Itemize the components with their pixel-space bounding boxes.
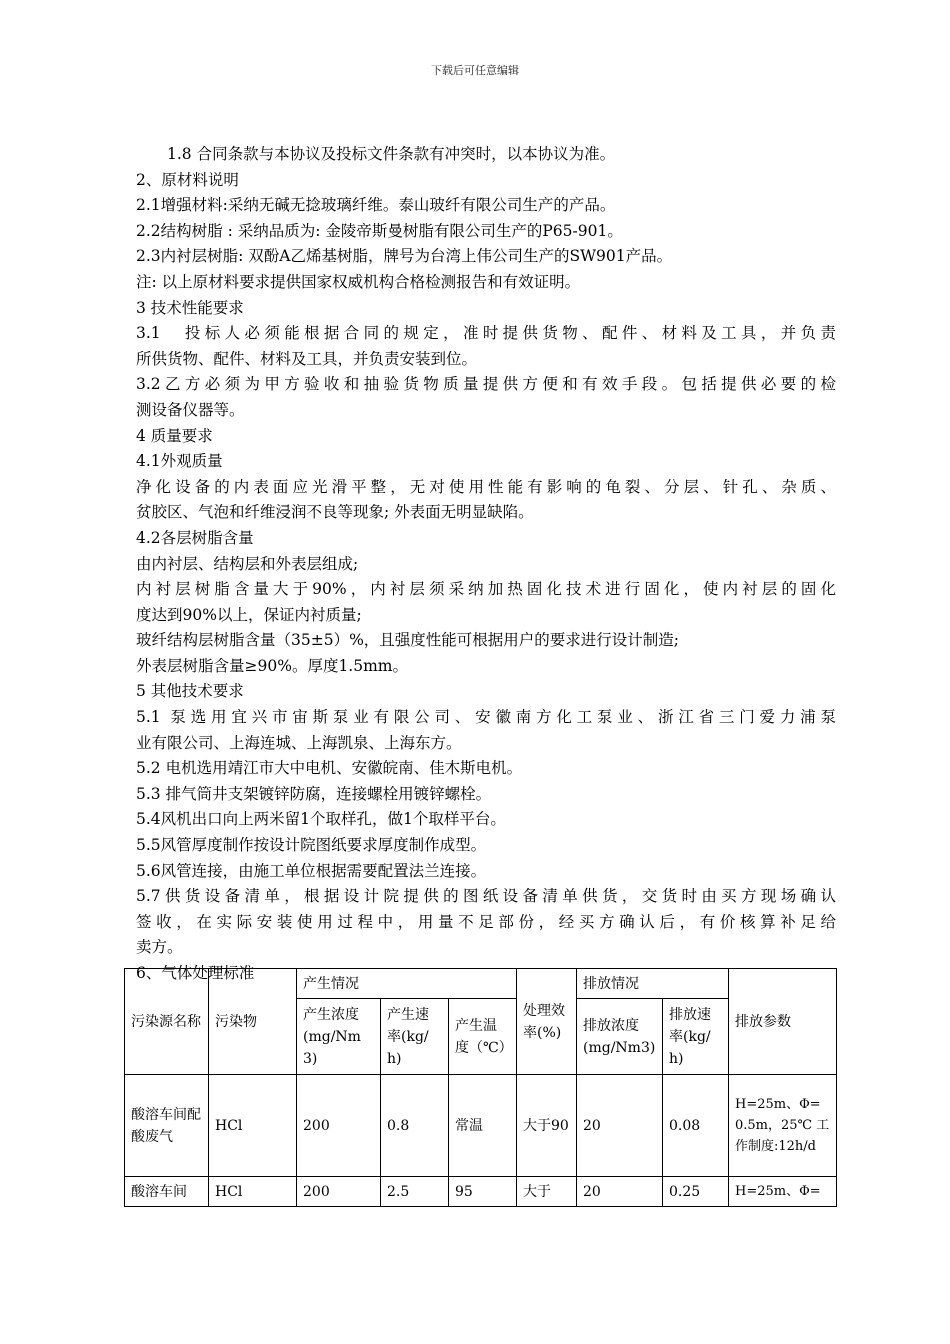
cell-gen-conc: 200 bbox=[297, 1075, 381, 1177]
text-line: 内衬层树脂含量大于90%，内衬层须采纳加热固化技术进行固化，使内衬层的固化 bbox=[136, 580, 836, 599]
header-source: 污染源名称 bbox=[125, 969, 209, 1075]
text-line: 玻纤结构层树脂含量（35±5）%，且强度性能可根据用户的要求进行设计制造; bbox=[136, 631, 680, 650]
header-generation: 产生情况 bbox=[297, 969, 517, 999]
text-line: 3.1 投标人必须能根据合同的规定，准时提供货物、配件、材料及工具，并负责 bbox=[136, 324, 836, 343]
text-line: 6、气体处理标准 bbox=[136, 964, 255, 982]
text-line: 度达到90%以上，保证内衬质量; bbox=[136, 605, 362, 624]
cell-efficiency: 大于90 bbox=[517, 1075, 577, 1177]
cell-source: 酸溶车间 bbox=[125, 1177, 209, 1207]
text-line: 净化设备的内表面应光滑平整，无对使用性能有影响的龟裂、分层、针孔、杂质、 bbox=[136, 477, 836, 496]
text-line: 由内衬层、结构层和外表层组成; bbox=[136, 554, 359, 573]
cell-params: H=25m、Φ= bbox=[729, 1177, 837, 1207]
header-discharge: 排放情况 bbox=[577, 969, 729, 999]
text-line: 4.2各层树脂含量 bbox=[136, 528, 254, 547]
cell-efficiency: 大于 bbox=[517, 1177, 577, 1207]
gas-treatment-table bbox=[124, 968, 837, 1207]
header-gen-rate: 产生速率(kg/h) bbox=[381, 999, 449, 1075]
cell-source: 酸溶车间配酸废气 bbox=[125, 1075, 209, 1177]
text-line: 5 其他技术要求 bbox=[136, 682, 244, 701]
text-line: 5.5风管厚度制作按设计院图纸要求厚度制作成型。 bbox=[136, 836, 487, 855]
text-line: 4 质量要求 bbox=[136, 426, 213, 445]
cell-pollutant: HCl bbox=[209, 1177, 297, 1207]
text-line: 5.4风机出口向上两米留1个取样孔，做1个取样平台。 bbox=[136, 810, 506, 829]
cell-gen-temp: 常温 bbox=[449, 1075, 517, 1177]
text-line: 5.2 电机选用靖江市大中电机、安徽皖南、佳木斯电机。 bbox=[136, 759, 523, 778]
header-gen-conc: 产生浓度(mg/Nm3) bbox=[297, 999, 381, 1075]
text-line: 4.1外观质量 bbox=[136, 452, 223, 471]
cell-dis-conc: 20 bbox=[577, 1075, 663, 1177]
header-dis-rate: 排放速率(kg/h) bbox=[663, 999, 729, 1075]
text-line: 1.8 合同条款与本协议及投标文件条款有冲突时，以本协议为准。 bbox=[136, 145, 616, 163]
cell-pollutant: HCl bbox=[209, 1075, 297, 1177]
header-gen-temp: 产生温度（℃） bbox=[449, 999, 517, 1075]
table-row bbox=[125, 1075, 837, 1177]
text-line: 3 技术性能要求 bbox=[136, 298, 244, 317]
text-line: 卖方。 bbox=[136, 938, 183, 957]
text-line: 业有限公司、上海连城、上海凯泉、上海东方。 bbox=[136, 733, 462, 752]
text-line: 5.6风管连接，由施工单位根据需要配置法兰连接。 bbox=[136, 861, 487, 880]
text-line: 外表层树脂含量≥90%。厚度1.5mm。 bbox=[136, 656, 408, 675]
cell-dis-rate: 0.25 bbox=[663, 1177, 729, 1207]
cell-gen-temp: 95 bbox=[449, 1177, 517, 1207]
document-body bbox=[136, 142, 836, 987]
text-line: 注: 以上原材料要求提供国家权威机构合格检测报告和有效证明。 bbox=[136, 272, 581, 291]
header-efficiency: 处理效率(%) bbox=[517, 969, 577, 1075]
text-line: 2.1增强材料:采纳无碱无捻玻璃纤维。泰山玻纤有限公司生产的产品。 bbox=[136, 196, 616, 215]
page-header: 下载后可任意编辑 bbox=[431, 64, 519, 77]
text-line: 2、原材料说明 bbox=[136, 170, 239, 189]
text-line: 2.3内衬层树脂: 双酚A乙烯基树脂，牌号为台湾上伟公司生产的SW901产品。 bbox=[136, 247, 673, 266]
table-row bbox=[125, 1177, 837, 1207]
cell-params: H=25m、Φ=0.5m，25℃ 工作制度:12h/d bbox=[729, 1075, 837, 1177]
text-line: 5.7供货设备清单，根据设计院提供的图纸设备清单供货，交货时由买方现场确认 bbox=[136, 887, 836, 906]
header-dis-conc: 排放浓度(mg/Nm3) bbox=[577, 999, 663, 1075]
cell-gen-rate: 0.8 bbox=[381, 1075, 449, 1177]
cell-dis-conc: 20 bbox=[577, 1177, 663, 1207]
cell-gen-conc: 200 bbox=[297, 1177, 381, 1207]
text-line: 5.1 泵选用宜兴市宙斯泵业有限公司、安徽南方化工泵业、浙江省三门爱力浦泵 bbox=[136, 708, 836, 727]
text-line: 贫胶区、气泡和纤维浸润不良等现象; 外表面无明显缺陷。 bbox=[136, 503, 534, 522]
text-line: 5.3 排气筒井支架镀锌防腐，连接螺栓用镀锌螺栓。 bbox=[136, 784, 492, 803]
header-pollutant: 污染物 bbox=[209, 969, 297, 1075]
text-line: 测设备仪器等。 bbox=[136, 400, 245, 419]
text-line: 3.2乙方必须为甲方验收和抽验货物质量提供方便和有效手段。包括提供必要的检 bbox=[136, 375, 836, 394]
cell-gen-rate: 2.5 bbox=[381, 1177, 449, 1207]
text-line: 签收，在实际安装使用过程中，用量不足部份，经买方确认后，有价核算补足给 bbox=[136, 912, 836, 931]
cell-dis-rate: 0.08 bbox=[663, 1075, 729, 1177]
text-line: 2.2结构树脂 : 采纳品质为: 金陵帝斯曼树脂有限公司生产的P65-901。 bbox=[136, 221, 623, 240]
text-line: 所供货物、配件、材料及工具，并负责安装到位。 bbox=[136, 349, 478, 368]
header-params: 排放参数 bbox=[729, 969, 837, 1075]
